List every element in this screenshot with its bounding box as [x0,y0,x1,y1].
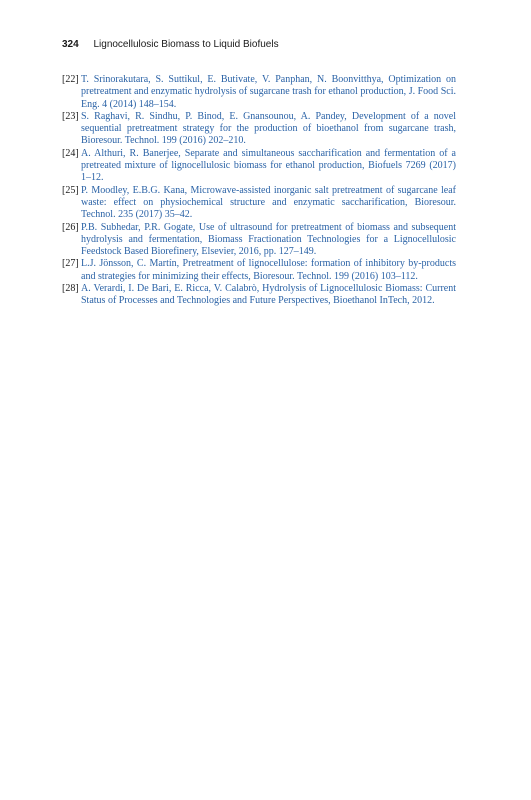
reference-number: [22] [62,74,79,85]
reference-item [62,283,456,308]
running-title: Lignocellulosic Biomass to Liquid Biofuels [93,39,279,50]
reference-item [62,185,456,222]
reference-number: [24] [62,147,79,159]
reference-list [62,74,456,308]
reference-link[interactable]: P. Moodley, E.B.G. Kana, Microwave-assisted inorganic salt pretreatment of sugarcane leaf waste: effect on physiochemical structure and enzymatic saccharification, Bioresour. Technol. 235 (2017) 35–42. [81,184,456,221]
running-head [62,38,482,52]
reference-number: [28] [62,283,79,295]
reference-link[interactable]: A. Althuri, R. Banerjee, Separate and simultaneous saccharification and fermentation of a pretreated mixture of lignocellulosic biomass for ethanol production, Biofuels 7269 (2017) 1–12. [81,147,456,184]
reference-item [62,258,456,283]
reference-number: [23] [62,110,79,122]
reference-number: [27] [62,258,79,270]
reference-link[interactable]: A. Verardi, I. De Bari, E. Ricca, V. Calabrò, Hydrolysis of Lignocellulosic Biomass: Current Status of Processes and Technologies and Future Perspectives, Bioethanol InTech, 2012. [81,283,456,307]
reference-item [62,148,456,185]
reference-item [62,111,456,148]
reference-link[interactable]: L.J. Jönsson, C. Martín, Pretreatment of lignocellulose: formation of inhibitory by-products and strategies for minimizing their effects, Bioresour. Technol. 199 (2016) 103–112. [81,258,456,282]
reference-item [62,222,456,259]
reference-number: [25] [62,184,79,196]
page-number: 324 [62,39,79,50]
reference-link[interactable]: T. Srinorakutara, S. Suttikul, E. Butivate, V. Panphan, N. Boonvitthya, Optimization on pretreatment and enzymatic hydrolysis of sugarcane trash for ethanol production, J. Food Sci. Eng. 4 (2014) 148–154. [81,74,456,110]
reference-link[interactable]: S. Raghavi, R. Sindhu, P. Binod, E. Gnansounou, A. Pandey, Development of a novel sequential pretreatment strategy for the production of bioethanol from sugarcane trash, Bioresour. Technol. 199 (2016) 202–210. [81,110,456,147]
reference-link[interactable]: P.B. Subhedar, P.R. Gogate, Use of ultrasound for pretreatment of biomass and subsequent hydrolysis and fermentation, Biomass Fractionation Technologies for a Lignocellulosic Feedstock Based Biorefinery, Elsevier, 2016, pp. 127–149. [81,221,456,258]
reference-item [62,74,456,111]
reference-number: [26] [62,221,79,233]
